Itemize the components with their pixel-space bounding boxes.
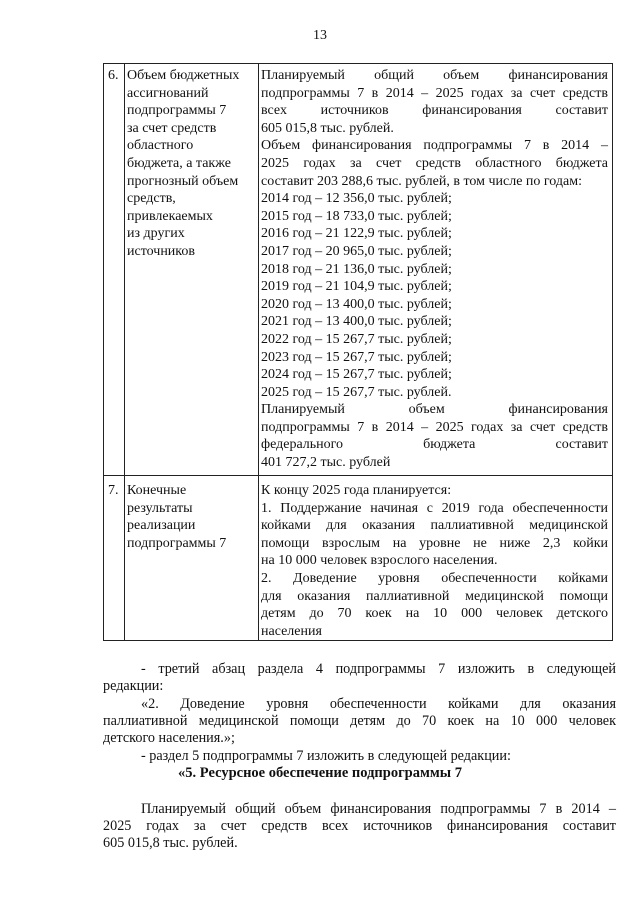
row-7-content: К концу 2025 года планируется: 1. Поддержание начиная с 2019 года обеспеченности койками для оказания паллиативной медицинской помощи взрослым на уровне не ниже 2,3 койки на 10 000 человек взрослого населения. 2. Доведение уровня обеспеченности койками для оказания паллиативной медицинской помощи детям до 70 коек на 10 000 человек детского населения — [261, 483, 608, 639]
paragraph-amend-section-5: - раздел 5 подпрограммы 7 изложить в следующей редакции: — [141, 748, 511, 764]
paragraph-funding: Планируемый общий объем финансирования подпрограммы 7 в 2014 – 2025 годах за счет средств всех источников финансирования составит 605 015,8 тыс. рублей. — [103, 801, 616, 852]
row-6-content: Планируемый общий объем финансирования подпрограммы 7 в 2014 – 2025 годах за счет средств всех источников финансирования составит 605 015,8 тыс. рублей. Объем финансирования подпрограммы 7 в 2014 – 2025 годах за счет средств областного бюджета составит 203 288,6 тыс. рублей, в том числе по годам: 2014 год – 12 356,0 тыс. рублей; 2015 год – 18 733,0 тыс. рублей; 2016 год – 21 122,9 тыс. рублей; 2017 год – 20 965,0 тыс. рублей; 2018 год – 21 136,0 тыс. рублей; 2019 год – 21 104,9 тыс. рублей; 2020 год – 13 400,0 тыс. рублей; 2021 год – 13 400,0 тыс. рублей; 2022 год – 15 267,7 тыс. рублей; 2023 год – 15 267,7 тыс. рублей; 2024 год – 15 267,7 тыс. рублей; 2025 год – 15 267,7 тыс. рублей. Планируемый объем финансирования подпрограммы 7 в 2014 – 2025 годах за счет средств федерального бюджета составит 401 727,2 тыс. рублей — [261, 68, 608, 471]
table-divider-label — [258, 64, 259, 640]
page-number: 13 — [313, 28, 327, 43]
paragraph-new-text: «2. Доведение уровня обеспеченности койками для оказания паллиативной медицинской помощи детям до 70 коек на 10 000 человек детского населения.»; — [103, 696, 616, 747]
row-6-number: 6. — [108, 68, 119, 83]
section-heading: «5. Ресурсное обеспечение подпрограммы 7 — [178, 765, 462, 781]
row-6-label: Объем бюджетных ассигнований подпрограммы 7 за счет средств областного бюджета, а также прогнозный объем средств, привлекаемых из других источников — [127, 68, 240, 259]
table-row-divider — [104, 475, 612, 476]
row-7-number: 7. — [108, 483, 119, 498]
table-divider-number — [124, 64, 125, 640]
paragraph-amend-section-4: - третий абзац раздела 4 подпрограммы 7 изложить в следующей редакции: — [103, 661, 616, 695]
row-7-label: Конечные результаты реализации подпрограммы 7 — [127, 483, 227, 551]
passport-table — [103, 63, 613, 641]
